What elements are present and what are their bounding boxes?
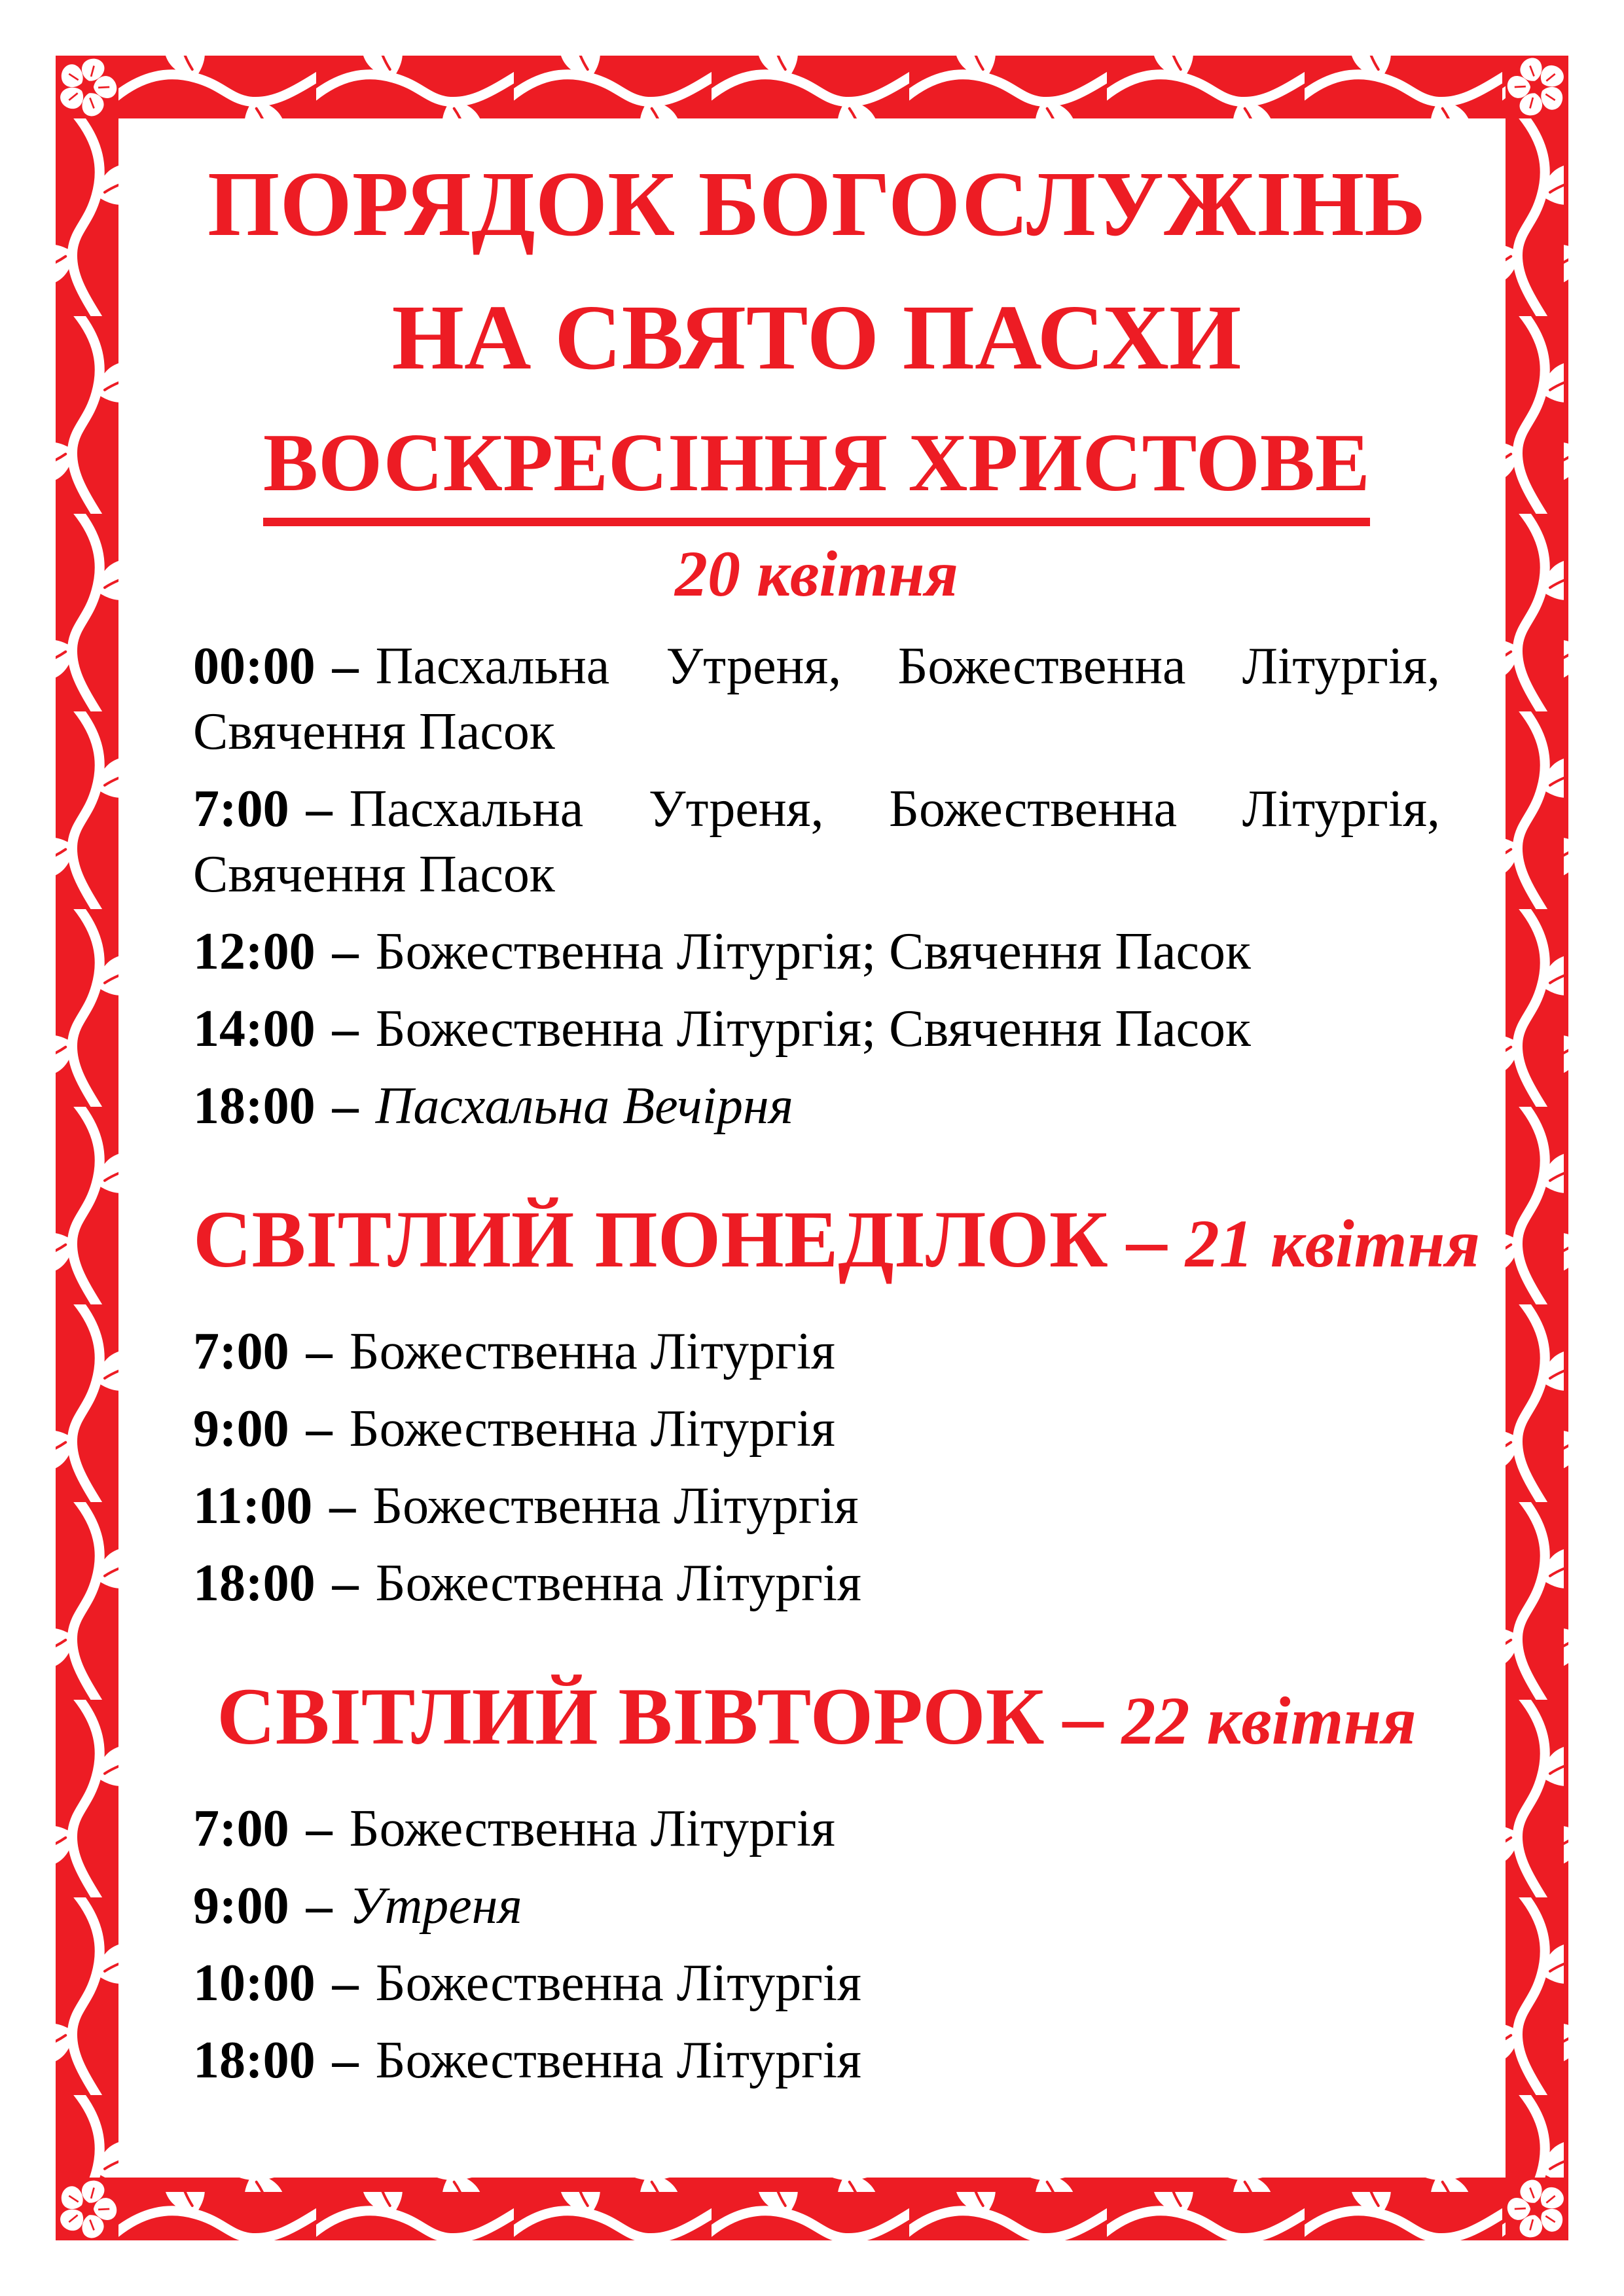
section-date: 22 квітня: [1121, 1683, 1416, 1759]
entry-description: Божественна Літургія: [375, 2031, 861, 2089]
entry-description: Пасхальна Вечірня: [375, 1077, 793, 1136]
entry-description: Божественна Літургія: [375, 1954, 861, 2012]
entry-description: Пасхальна Утреня, Божественна Літургія, Свячення Пасок: [193, 637, 1440, 761]
entry-separator: –: [332, 1554, 359, 1612]
entry-description: Утреня: [349, 1876, 522, 1935]
entry-separator: –: [332, 1000, 359, 1058]
schedule-entry: [193, 1873, 1440, 1939]
entry-list: [193, 1319, 1440, 1616]
entry-description: Пасхальна Утреня, Божественна Літургія, Свячення Пасок: [193, 780, 1440, 904]
section-heading: [193, 1668, 1440, 1766]
section-heading: [193, 414, 1440, 526]
schedule-entry: [193, 1473, 1440, 1539]
entry-separator: –: [332, 1077, 359, 1136]
section-heading-text: ВОСКРЕСІННЯ ХРИСТОВЕ: [263, 414, 1370, 526]
entry-time: 14:00: [193, 1000, 316, 1058]
entry-description: Божественна Літургія; Свячення Пасок: [375, 923, 1251, 981]
entry-description: Божественна Літургія: [349, 1399, 835, 1458]
schedule-section: [193, 1668, 1440, 2093]
corner-top-right: [1494, 44, 1579, 130]
schedule-entry: [193, 634, 1440, 764]
schedule-entry: [193, 776, 1440, 907]
entry-separator: –: [332, 637, 359, 696]
entry-description: Божественна Літургія: [372, 1477, 859, 1535]
entry-time: 11:00: [193, 1477, 313, 1535]
schedule-entry: [193, 1319, 1440, 1384]
entry-separator: –: [332, 1954, 359, 2012]
heading-separator: –: [1062, 1671, 1104, 1761]
schedule-section: [193, 414, 1440, 1139]
entry-description: Божественна Літургія: [349, 1322, 835, 1380]
schedule-entry: [193, 1950, 1440, 2016]
page-title-line2: НА СВЯТО ПАСХИ: [391, 285, 1242, 389]
schedule-section: [193, 1191, 1481, 1616]
entry-time: 18:00: [193, 1554, 316, 1612]
heading-separator: –: [1126, 1194, 1167, 1285]
schedule-entry: [193, 1396, 1440, 1462]
entry-description: Божественна Літургія: [375, 1554, 861, 1612]
section-heading-text: СВІТЛИЙ ПОНЕДІЛОК: [193, 1194, 1108, 1285]
sections: [193, 414, 1481, 2093]
border-top-band: [118, 56, 1506, 118]
entry-separator: –: [306, 1322, 333, 1380]
entry-time: 9:00: [193, 1399, 289, 1458]
corner-bottom-right: [1498, 2170, 1576, 2247]
schedule-entry: [193, 1551, 1440, 1616]
schedule-entry: [193, 2028, 1440, 2093]
schedule-entry: [193, 1073, 1440, 1139]
section-date: 21 квітня: [1185, 1206, 1481, 1282]
schedule-entry: [193, 919, 1440, 984]
entry-description: Божественна Літургія; Свячення Пасок: [375, 1000, 1251, 1058]
entry-time: 00:00: [193, 637, 316, 696]
entry-separator: –: [306, 1399, 333, 1458]
entry-description: Божественна Літургія: [349, 1799, 835, 1857]
entry-time: 12:00: [193, 923, 316, 981]
entry-time: 18:00: [193, 1077, 316, 1136]
entry-time: 9:00: [193, 1876, 289, 1935]
section-date: 20 квітня: [675, 537, 958, 611]
entry-time: 18:00: [193, 2031, 316, 2089]
corner-bottom-left: [48, 2170, 126, 2247]
page-title-line1: ПОРЯДОК БОГОСЛУЖІНЬ: [207, 152, 1426, 255]
border-left-band: [56, 118, 118, 2178]
entry-separator: –: [332, 923, 359, 981]
entry-list: [193, 1796, 1440, 2093]
entry-time: 7:00: [193, 780, 289, 838]
entry-separator: –: [332, 2031, 359, 2089]
schedule-entry: [193, 1796, 1440, 1861]
entry-list: [193, 634, 1440, 1139]
border-bottom-band: [118, 2178, 1506, 2240]
entry-separator: –: [306, 1799, 333, 1857]
entry-time: 7:00: [193, 1799, 289, 1857]
page-title: [193, 137, 1440, 404]
entry-separator: –: [329, 1477, 356, 1535]
entry-time: 7:00: [193, 1322, 289, 1380]
entry-separator: –: [306, 1876, 333, 1935]
border-right-band: [1506, 118, 1568, 2178]
section-heading-text: СВІТЛИЙ ВІВТОРОК: [217, 1671, 1045, 1761]
entry-time: 10:00: [193, 1954, 316, 2012]
section-heading: [193, 1191, 1481, 1289]
entry-separator: –: [306, 780, 333, 838]
poster-content: [118, 118, 1506, 2105]
corner-top-left: [56, 56, 118, 118]
schedule-entry: [193, 996, 1440, 1062]
